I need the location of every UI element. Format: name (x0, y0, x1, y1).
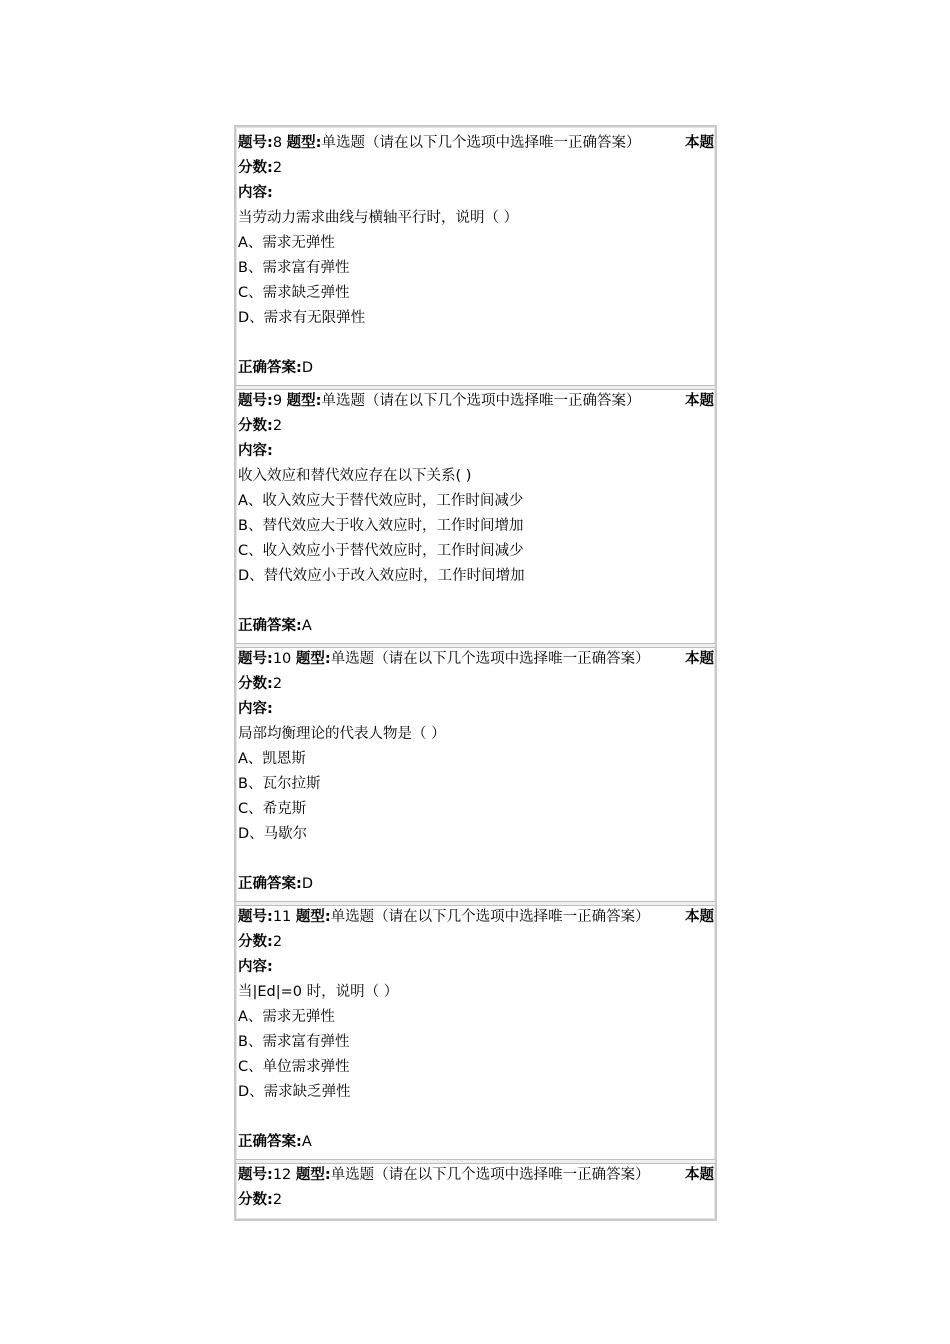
question-header (238, 131, 715, 156)
option-b: B、需求富有弹性 (238, 1034, 350, 1050)
question-number: 9 (272, 393, 283, 409)
option-b: B、瓦尔拉斯 (238, 776, 321, 792)
type-label: 题型: (295, 909, 331, 925)
question-score: 2 (272, 934, 283, 950)
question-number: 12 (272, 1167, 292, 1183)
score-label: 分数: (238, 676, 273, 692)
option-d: D、替代效应小于改入效应时，工作时间增加 (238, 568, 525, 584)
answer-label: 正确答案: (238, 1134, 302, 1150)
score-label: 分数: (238, 1192, 273, 1208)
option-a: A、需求无弹性 (238, 235, 335, 251)
score-prefix: 本题 (685, 393, 714, 409)
question-header (238, 647, 715, 672)
question-card (236, 389, 715, 643)
content-label: 内容: (238, 185, 273, 201)
number-label: 题号: (238, 1167, 273, 1183)
number-label: 题号: (238, 909, 273, 925)
score-prefix: 本题 (685, 651, 714, 667)
correct-answer: A (301, 618, 312, 634)
question-header (238, 389, 715, 414)
content-label: 内容: (238, 443, 273, 459)
answer-label: 正确答案: (238, 876, 302, 892)
question-score: 2 (272, 160, 283, 176)
option-b: B、需求富有弹性 (238, 260, 350, 276)
score-label: 分数: (238, 934, 273, 950)
question-content: 当|Ed|=0 时，说明（ ） (238, 984, 399, 1000)
question-number: 11 (272, 909, 292, 925)
number-label: 题号: (238, 393, 273, 409)
option-c: C、单位需求弹性 (238, 1059, 350, 1075)
score-prefix: 本题 (685, 1167, 714, 1183)
question-content: 局部均衡理论的代表人物是（ ） (238, 726, 446, 742)
type-label: 题型: (286, 393, 322, 409)
question-score: 2 (272, 418, 283, 434)
question-list (234, 125, 717, 1221)
question-type: 单选题（请在以下几个选项中选择唯一正确答案） (321, 135, 641, 151)
question-content: 收入效应和替代效应存在以下关系( ) (238, 468, 472, 484)
question-header (238, 905, 715, 930)
answer-label: 正确答案: (238, 618, 302, 634)
option-c: C、需求缺乏弹性 (238, 285, 350, 301)
answer-label: 正确答案: (238, 360, 302, 376)
type-label: 题型: (295, 651, 331, 667)
option-c: C、收入效应小于替代效应时，工作时间减少 (238, 543, 524, 559)
question-number: 10 (272, 651, 292, 667)
type-label: 题型: (286, 135, 322, 151)
question-header (238, 1163, 715, 1188)
question-type: 单选题（请在以下几个选项中选择唯一正确答案） (330, 909, 650, 925)
question-card (236, 647, 715, 901)
option-a: A、需求无弹性 (238, 1009, 335, 1025)
question-content: 当劳动力需求曲线与横轴平行时，说明（ ） (238, 210, 519, 226)
option-a: A、凯恩斯 (238, 751, 306, 767)
correct-answer: D (301, 360, 313, 376)
content-label: 内容: (238, 701, 273, 717)
type-label: 题型: (295, 1167, 331, 1183)
question-card (236, 905, 715, 1159)
question-card (236, 1163, 715, 1219)
question-type: 单选题（请在以下几个选项中选择唯一正确答案） (330, 1167, 650, 1183)
number-label: 题号: (238, 651, 273, 667)
question-card (236, 131, 715, 385)
option-d: D、需求有无限弹性 (238, 310, 366, 326)
question-type: 单选题（请在以下几个选项中选择唯一正确答案） (330, 651, 650, 667)
score-prefix: 本题 (685, 135, 714, 151)
option-d: D、需求缺乏弹性 (238, 1084, 351, 1100)
option-a: A、收入效应大于替代效应时，工作时间减少 (238, 493, 524, 509)
question-score: 2 (272, 1192, 283, 1208)
correct-answer: D (301, 876, 313, 892)
question-number: 8 (272, 135, 283, 151)
content-label: 内容: (238, 959, 273, 975)
score-label: 分数: (238, 160, 273, 176)
option-c: C、希克斯 (238, 801, 307, 817)
score-prefix: 本题 (685, 909, 714, 925)
option-b: B、替代效应大于收入效应时，工作时间增加 (238, 518, 524, 534)
question-type: 单选题（请在以下几个选项中选择唯一正确答案） (321, 393, 641, 409)
number-label: 题号: (238, 135, 273, 151)
option-d: D、马歇尔 (238, 826, 308, 842)
question-score: 2 (272, 676, 283, 692)
score-label: 分数: (238, 418, 273, 434)
correct-answer: A (301, 1134, 312, 1150)
